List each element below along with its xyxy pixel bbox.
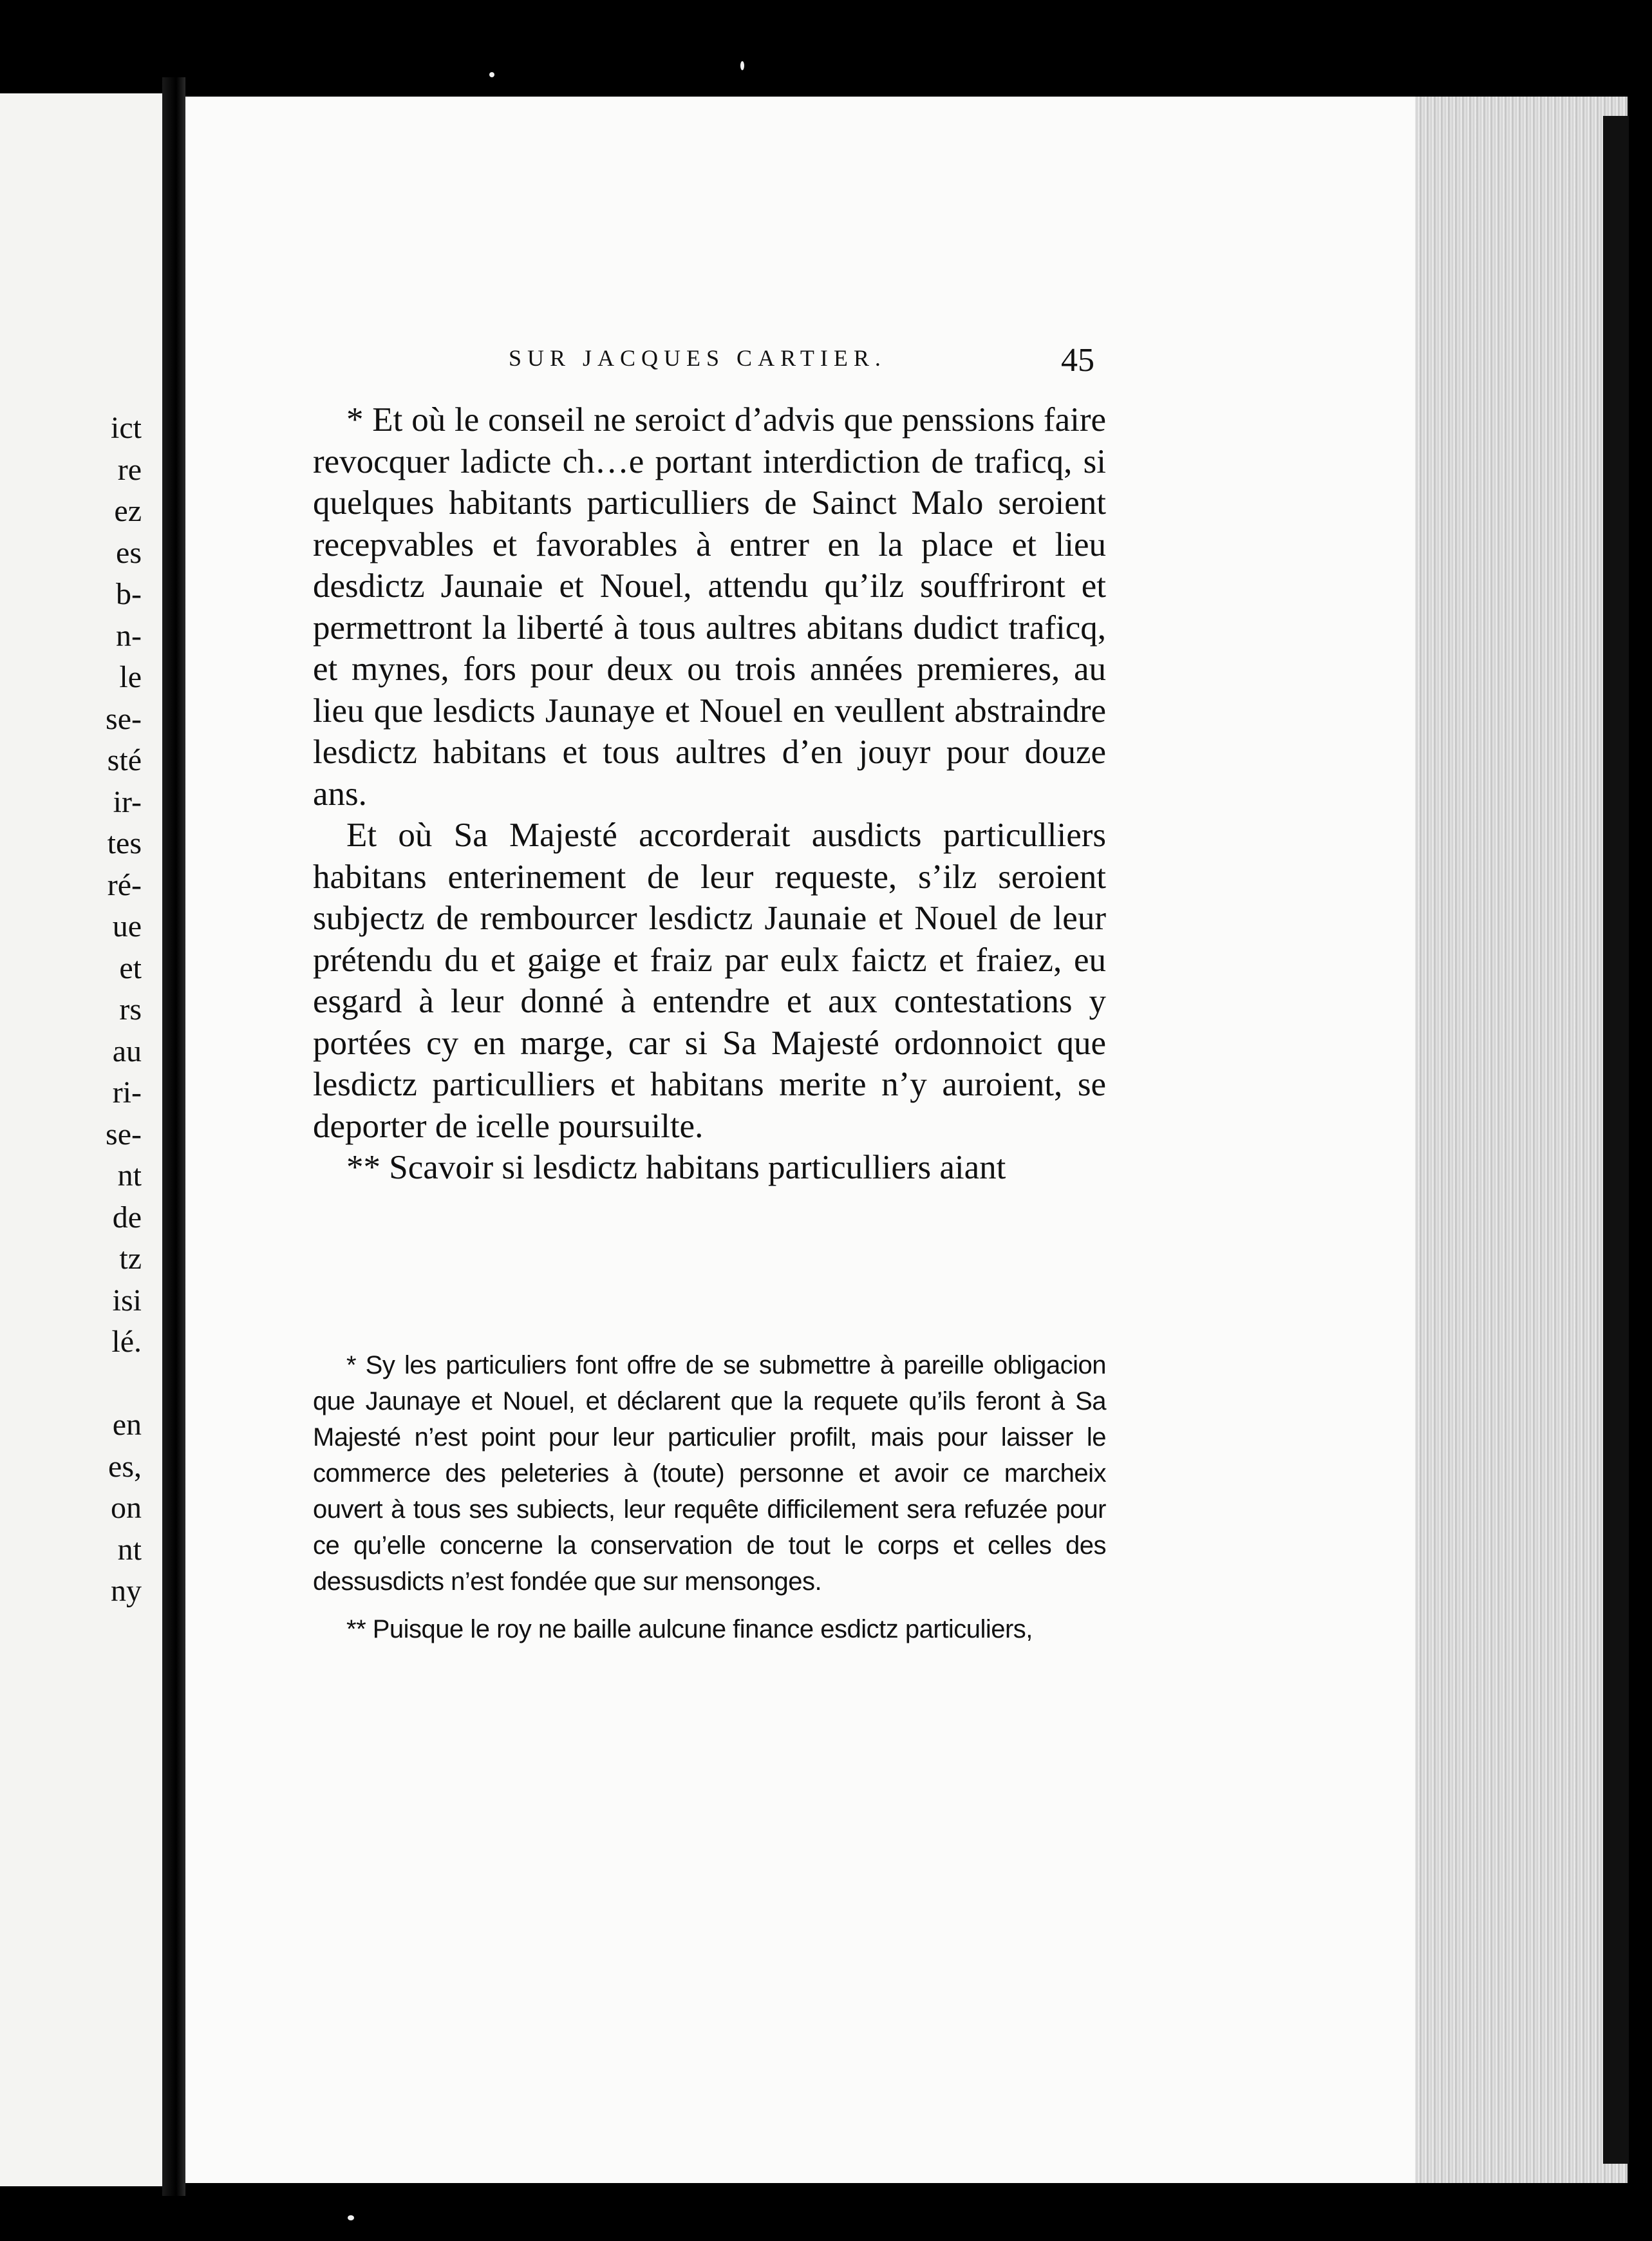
facing-page-fragment-line: ri- xyxy=(112,1075,142,1110)
footnote: * Sy les particuliers font offre de se submettre à pareille obligacion que Jaunaye et Nouel, et déclarent que la requete qu’ils feront à Sa Majesté n’est point pour leur particulier profilt, mais pour laisser le commerce des peleteries à (toute) personne et avoir ce marcheix ouvert à tous ses subiects, leur requête difficilement sera refuzée pour ce qu’elle concerne la conservation de tout le corps et celles des dessusdicts n’est fondée que sur mensonges. xyxy=(313,1351,1106,1596)
footnote: ** Puisque le roy ne baille aulcune finance esdictz particuliers, xyxy=(346,1615,1033,1643)
facing-page-fragment-line: n- xyxy=(116,618,142,653)
facing-page-fragment-line: on xyxy=(111,1491,142,1525)
facing-page-fragment-line: ir- xyxy=(113,784,142,819)
facing-page-fragment-line: de xyxy=(112,1200,142,1234)
body-paragraph: ** Scavoir si lesdictz habitans particulliers aiant xyxy=(346,1149,1006,1186)
body-paragraph: Et où Sa Majesté accorderait ausdicts particulliers habitans enterinement de leur requeste, s’ilz seroient subjectz de rembourcer lesdictz Jaunaie et Nouel de leur prétendu du et gaige et fraiz par eulx faictz et fraiez, eu esgard à leur donné à entendre et aux contestations y portées cy en marge, car si Sa Majesté ordonnoict que lesdictz particulliers et habitans merite n’y auroient, se deporter de icelle poursuilte. xyxy=(313,817,1106,1145)
facing-page-fragment-line: tes xyxy=(107,826,142,860)
facing-page-fragment-line: re xyxy=(117,452,142,487)
facing-page-fragment-line: isi xyxy=(112,1283,142,1318)
facing-page-fragment-line: es xyxy=(116,535,142,570)
dust-speck xyxy=(489,72,494,77)
facing-page-fragment-line: b- xyxy=(116,577,142,611)
book-fore-edge xyxy=(1415,97,1628,2183)
book-gutter xyxy=(162,77,185,2196)
facing-page-fragment-line: ré- xyxy=(107,867,142,902)
facing-page-fragment-line: et xyxy=(119,950,142,985)
facing-page-fragment-line: ue xyxy=(112,909,142,943)
facing-page-fragment-line: au xyxy=(112,1034,142,1068)
dust-speck xyxy=(348,2215,354,2220)
facing-page-fragment-line: es, xyxy=(108,1449,142,1484)
page-number: 45 xyxy=(1061,342,1094,379)
footnotes xyxy=(313,1347,1106,1659)
facing-page-fragment-line: nt xyxy=(117,1158,142,1193)
facing-page-fragment-line: sté xyxy=(107,743,142,777)
facing-page-fragment-line: ny xyxy=(111,1574,142,1608)
facing-page-fragment-line: le xyxy=(119,660,142,694)
facing-page-fragment-line: tz xyxy=(119,1242,142,1276)
body-paragraph: * Et où le conseil ne seroict d’advis que penssions faire revocquer ladicte ch…e portant interdiction de traficq, si quelques habitants particulliers de Sainct Malo seroient recepvables et favorables à entrer en la place et lieu desdictz Jaunaie et Nouel, attendu qu’ilz souffriront et permettront la liberté à tous aultres abitans dudict traficq, et mynes, fors pour deux ou trois années premieres, au lieu que lesdicts Jaunaye et Nouel en veullent abstraindre lesdictz habitans et tous aultres d’en jouyr pour douze ans. xyxy=(313,401,1106,813)
fore-edge-shadow xyxy=(1603,116,1629,2164)
facing-page-fragment xyxy=(0,93,162,2186)
facing-page-fragment-line: en xyxy=(112,1408,142,1442)
facing-page-fragment-line: lé. xyxy=(111,1325,142,1359)
body-text xyxy=(313,399,1106,1189)
running-head: SUR JACQUES CARTIER. xyxy=(509,345,887,371)
facing-page-fragment-line: rs xyxy=(119,992,142,1026)
facing-page-fragment-line: se- xyxy=(106,701,142,736)
facing-page-fragment-line: ez xyxy=(114,494,142,528)
facing-page-fragment-line: nt xyxy=(117,1532,142,1567)
facing-page-fragment-line: ict xyxy=(111,411,142,445)
dust-speck xyxy=(740,61,744,70)
facing-page-fragment-line: se- xyxy=(106,1117,142,1151)
